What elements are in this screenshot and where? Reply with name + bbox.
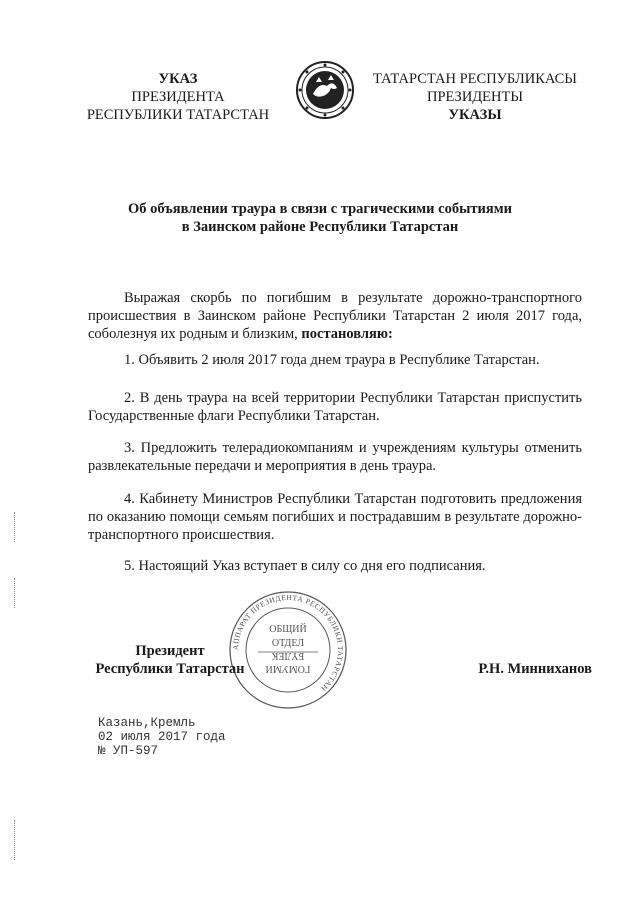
header-left-line2: ПРЕЗИДЕНТА bbox=[131, 89, 225, 105]
stamp-line2: ОТДЕЛ bbox=[271, 638, 305, 649]
item-4: 4. Кабинету Министров Республики Татарстан подготовить предложения по оказанию помощи семьям погибших и пострадавшим в результате дорожно-транспортного происшествия. bbox=[88, 491, 582, 543]
position-line2: Республики Татарстан bbox=[95, 661, 245, 677]
footer-place: Казань,Кремль bbox=[98, 716, 196, 730]
margin-mark bbox=[14, 578, 16, 608]
coat-of-arms-emblem bbox=[295, 60, 355, 120]
document-footer bbox=[98, 716, 226, 758]
signature-position bbox=[90, 642, 250, 678]
item-2: 2. В день траура на всей территории Республики Татарстан приспустить Государственные флаги Республики Татарстан. bbox=[88, 390, 582, 424]
margin-mark bbox=[14, 820, 16, 860]
preamble-bold: постановляю: bbox=[301, 326, 393, 342]
footer-number: № УП-597 bbox=[98, 744, 159, 758]
item-5: 5. Настоящий Указ вступает в силу со дня его подписания. bbox=[124, 558, 486, 574]
header-right-line3: УКАЗЫ bbox=[448, 107, 502, 123]
stamp-ring-text: АППАРАТ ПРЕЗИДЕНТА РЕСПУБЛИКИ ТАТАРСТАН bbox=[230, 592, 346, 694]
footer-date: 02 июля 2017 года bbox=[98, 730, 226, 744]
header-right-line2: ПРЕЗИДЕНТЫ bbox=[426, 89, 524, 105]
margin-mark bbox=[14, 512, 16, 542]
item-3: 3. Предложить телерадиокомпаниям и учреждениям культуры отменить развлекательные передачи и мероприятия в день траура. bbox=[88, 440, 582, 474]
header-left-line3: РЕСПУБЛИКИ ТАТАРСТАН bbox=[86, 107, 270, 123]
header-left bbox=[78, 70, 278, 124]
signatory-name: Р.Н. Минниханов bbox=[478, 661, 592, 677]
stamp-line3: ГОМУМИ bbox=[265, 663, 311, 674]
item-1: 1. Объявить 2 июля 2017 года днем траура в Республике Татарстан. bbox=[124, 352, 540, 368]
header-right bbox=[360, 70, 590, 124]
document-title bbox=[60, 200, 580, 236]
position-line1: Президент bbox=[135, 643, 205, 659]
title-line1: Об объявлении траура в связи с трагическими событиями bbox=[128, 201, 512, 217]
header-left-line1: УКАЗ bbox=[158, 71, 198, 87]
stamp-line4: БҮЛЕК bbox=[271, 650, 305, 661]
preamble bbox=[88, 289, 582, 343]
preamble-text: Выражая скорбь по погибшим в результате дорожно-транспортного происшествия в Заинском районе Республики Татарстан 2 июля 2017 года, соболезнуя их родным и близким, bbox=[88, 290, 582, 342]
stamp-line1: ОБЩИЙ bbox=[269, 624, 307, 635]
title-line2: в Заинском районе Республики Татарстан bbox=[181, 219, 459, 235]
header-right-line1: ТАТАРСТАН РЕСПУБЛИКАСЫ bbox=[373, 71, 577, 87]
